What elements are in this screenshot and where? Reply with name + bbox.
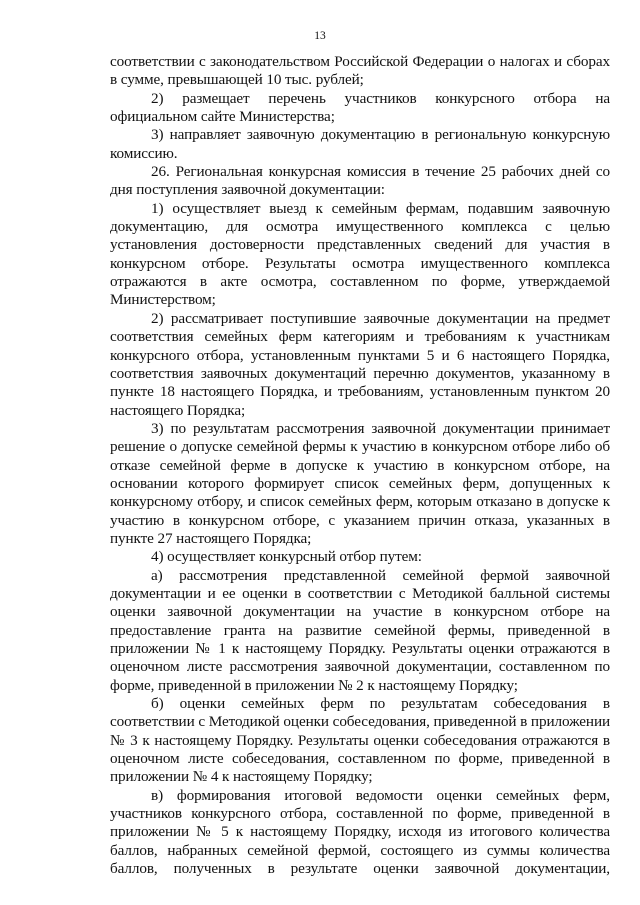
paragraph-clause-26-item-1: 1) осуществляет выезд к семейным фермам, подавшим заявочную документацию, для осмотра имущественного комплекса с целью установления достоверности представленных сведений для участия в конкурсном отборе. Результаты осмотра имущественного комплекса отражаются в акте осмотра, составленном по форме, утверждаемой Министерством; <box>110 199 610 309</box>
paragraph-continuation: соответствии с законодательством Российской Федерации о налогах и сборах в сумме, превышающей 10 тыс. рублей; <box>110 53 610 89</box>
paragraph-clause-26: 26. Региональная конкурсная комиссия в течение 25 рабочих дней со дня поступления заявочной документации: <box>110 163 610 199</box>
paragraph-subitem-v: в) формирования итоговой ведомости оценки семейных ферм, участников конкурсного отбора, составленной по форме, приведенной в приложении № 5 к настоящему Порядку, исходя из итогового количества баллов, набранных семейной фермой, состоящего из суммы количества баллов, полученных в результате оценки заявочной документации, <box>110 786 610 878</box>
paragraph-subitem-b: б) оценки семейных ферм по результатам собеседования в соответствии с Методикой оценки собеседования, приведенной в приложении № 3 к настоящему Порядку. Результаты оценки собеседования отражаются в оценочном листе собеседования, составленном по форме, приведенной в приложении № 4 к настоящему Порядку; <box>110 695 610 786</box>
paragraph-clause-26-item-3: 3) по результатам рассмотрения заявочной документации принимает решение о допуске семейной фермы к участию в конкурсном отборе либо об отказе семейной ферме в допуске к участию в конкурсном отборе, на основании которого формирует список семейных ферм, допущенных к конкурсному отбору, и список семейных ферм, которым отказано в допуске к участию в конкурсном отборе, с указанием причин отказа, указанных в пункте 27 настоящего Порядка; <box>110 419 610 547</box>
paragraph-item-2-publish: 2) размещает перечень участников конкурсного отбора на официальном сайте Министерства; <box>110 89 610 126</box>
page-number: 13 <box>314 30 326 42</box>
paragraph-subitem-a: а) рассмотрения представленной семейной фермой заявочной документации и ее оценки в соответствии с Методикой балльной системы оценки заявочной документации на участие в конкурсном отборе на предоставление гранта на развитие семейной фермы, приведенной в приложении № 1 к настоящему Порядку. Результаты оценки отражаются в оценочном листе рассмотрения заявочной документации, составленном по форме, приведенной в приложении № 2 к настоящему Порядку; <box>110 566 610 694</box>
document-body <box>110 53 610 878</box>
paragraph-clause-26-item-2: 2) рассматривает поступившие заявочные документации на предмет соответствия семейных ферм категориям и требованиям к участникам конкурсного отбора, установленным пунктами 5 и 6 настоящего Порядка, соответствия заявочных документаций перечню документов, указанному в пункте 18 настоящего Порядка, и требованиям, установленным пунктом 20 настоящего Порядка; <box>110 309 610 419</box>
paragraph-item-3-forward: 3) направляет заявочную документацию в региональную конкурсную комиссию. <box>110 126 610 162</box>
paragraph-clause-26-item-4: 4) осуществляет конкурсный отбор путем: <box>151 548 422 566</box>
